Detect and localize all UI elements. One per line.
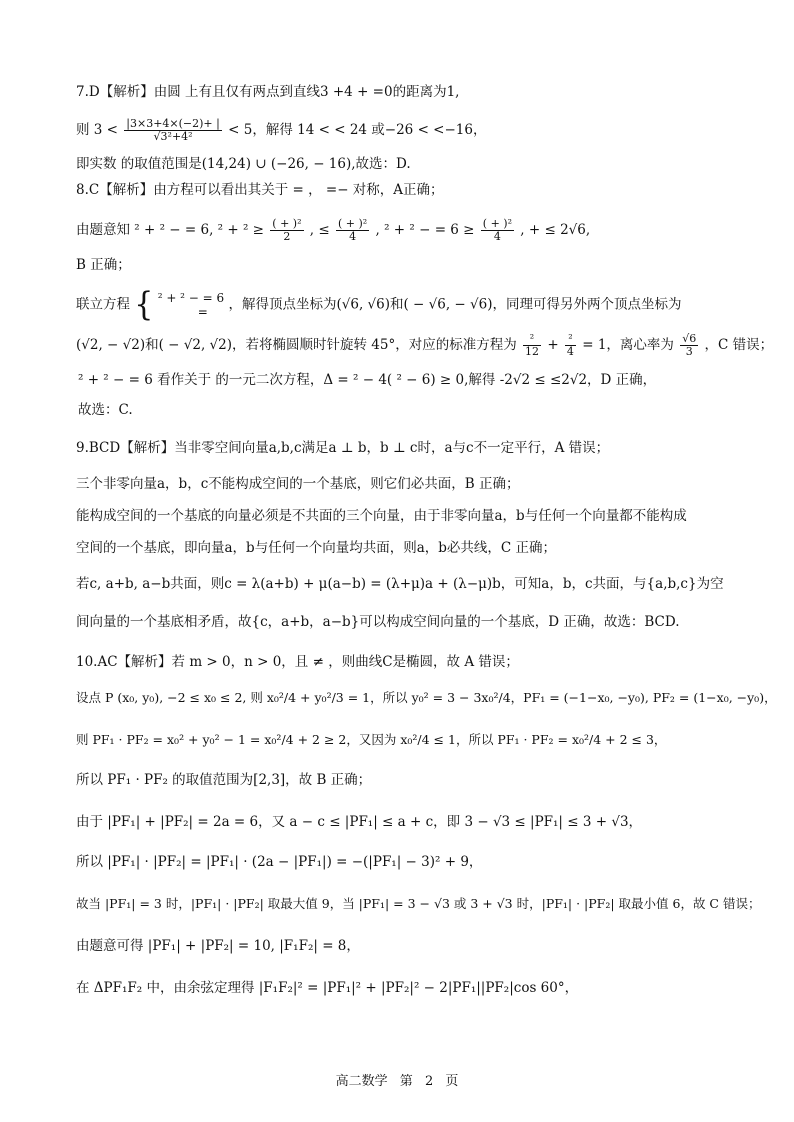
q8-line7: 故选：C. — [78, 402, 133, 418]
q8-sys-top: ² + ² − = 6 — [157, 291, 225, 305]
q8-frac3 — [481, 218, 514, 243]
q8-line5d: ，C 错误； — [704, 337, 774, 353]
q8-line2b: , ≤ — [309, 222, 330, 238]
q8-frac2-num: ( + )² — [338, 217, 368, 230]
q8-frac1-num: ( + )² — [272, 217, 302, 230]
q8-frac3-den: 4 — [493, 230, 501, 243]
q8-line5b: + — [547, 337, 559, 353]
footer-page-post: 页 — [445, 1074, 459, 1089]
q8-frac1-den: 2 — [283, 230, 291, 243]
q8-frac6-den: 3 — [685, 345, 693, 358]
q8-sys-bot: = — [197, 305, 208, 319]
q8-frac5-den: 4 — [566, 345, 574, 358]
q9-line5: 若c, a+b, a−b共面，则c = λ(a+b) + μ(a−b) = (λ+μ)a + (λ−μ)b，可知a，b，c共面，与{a,b,c}为空 — [76, 576, 724, 592]
q8-frac5-num: ² — [565, 333, 576, 346]
q8-line4-pre: 联立方程 — [76, 296, 130, 313]
q10-line1: 10.AC【解析】若 m > 0，n > 0，且 ≠ ，则曲线C是椭圆，故 A 错误； — [76, 654, 519, 670]
q8-line2 — [76, 218, 754, 243]
q8-frac2 — [336, 218, 369, 243]
q7-line2-post: < 5，解得 14 < < 24 或−26 < <−16， — [228, 122, 487, 138]
q8-frac4 — [523, 333, 541, 358]
q8-frac4-den: 12 — [525, 345, 540, 358]
q9-line4: 空间的一个基底，即向量a，b与任何一个向量均共面，则a，b必共线，C 正确； — [76, 540, 557, 556]
q9-line2: 三个非零向量a，b，c不能构成空间的一个基底，则它们必共面，B 正确； — [76, 476, 520, 492]
q10-line4: 所以 PF₁ · PF₂ 的取值范围为[2,3]，故 B 正确； — [76, 772, 372, 788]
q9-line1: 9.BCD【解析】当非零空间向量a,b,c满足a ⊥ b，b ⊥ c时，a与c不一定平行，A 错误； — [76, 440, 610, 456]
q8-line6: ² + ² − = 6 看作关于 的一元二次方程，Δ = ² − 4( ² − 6) ≥ 0,解得 -2√2 ≤ ≤2√2，D 正确， — [78, 372, 657, 388]
q8-frac1 — [270, 218, 303, 243]
q7-line2-pre: 则 3 < — [76, 122, 118, 138]
q8-frac6-num: √6 — [682, 332, 697, 345]
q10-line2: 设点 P (x₀, y₀), −2 ≤ x₀ ≤ 2, 则 x₀²/4 + y₀²/3 = 1，所以 y₀² = 3 − 3x₀²/4，PF₁ = (−1−x₀, −y₀), PF₂ = (1−x₀, −y₀)， — [76, 690, 777, 705]
q8-line3: B 正确； — [76, 257, 131, 273]
footer-page-pre: 第 — [399, 1074, 413, 1089]
q8-equation-system — [158, 291, 225, 319]
q8-line1: 8.C【解析】由方程可以看出其关于 = ， =− 对称，A正确； — [76, 182, 444, 198]
q9-line3: 能构成空间的一个基底的向量必须是不共面的三个向量，由于非零向量a，b与任何一个向量都不能构成 — [76, 508, 687, 524]
q8-line2c: , ² + ² − = 6 ≥ — [375, 222, 475, 238]
q10-line9: 在 ΔPF₁F₂ 中，由余弦定理得 |F₁F₂|² = |PF₁|² + |PF₂|² − 2|PF₁||PF₂|cos 60°， — [76, 980, 579, 996]
q8-line5 — [76, 332, 774, 358]
q7-frac-num: |3×3+4×(−2)+ | — [126, 117, 220, 130]
q7-frac-den: √3²+4² — [153, 130, 193, 143]
q7-line1: 7.D【解析】由圆 上有且仅有两点到直线3 +4 + =0的距离为1, — [76, 84, 460, 100]
q8-line4 — [76, 285, 754, 324]
q8-line2d: , + ≤ 2√6, — [520, 222, 591, 238]
q7-fraction — [124, 118, 222, 143]
q10-line7: 故当 |PF₁| = 3 时，|PF₁| · |PF₂| 取最大值 9，当 |PF₁| = 3 − √3 或 3 + √3 时，|PF₁| · |PF₂| 取最小值 6，故 C 错误； — [76, 896, 761, 911]
q8-frac3-num: ( + )² — [482, 217, 512, 230]
q8-line5c: = 1，离心率为 — [582, 337, 674, 353]
page-footer — [0, 1070, 794, 1089]
q8-frac4-num: ² — [523, 333, 541, 346]
q8-frac2-den: 4 — [349, 230, 357, 243]
q8-line5a: (√2, − √2)和( − √2, √2)，若将椭圆顺时针旋转 45°，对应的标准方程为 — [76, 337, 517, 353]
q10-line6: 所以 |PF₁| · |PF₂| = |PF₁| · (2a − |PF₁|) = −(|PF₁| − 3)² + 9， — [76, 854, 483, 870]
brace-icon: { — [134, 285, 154, 324]
q7-line3: 即实数 的取值范围是(14,24) ∪ (−26, − 16),故选：D. — [76, 156, 411, 172]
q8-frac5 — [565, 333, 576, 358]
footer-page-number: 2 — [424, 1074, 434, 1089]
q8-line4-post: ，解得顶点坐标为(√6, √6)和( − √6, − √6)，同理可得另外两个顶点坐标为 — [228, 296, 682, 313]
q9-line6: 间向量的一个基底相矛盾，故{c，a+b，a−b}可以构成空间向量的一个基底，D 正确，故选：BCD. — [76, 614, 680, 630]
q10-line3: 则 PF₁ · PF₂ = x₀² + y₀² − 1 = x₀²/4 + 2 ≥ 2，又因为 x₀²/4 ≤ 1，所以 PF₁ · PF₂ = x₀²/4 + 2 ≤ 3， — [76, 732, 667, 747]
footer-subject: 高二数学 — [335, 1074, 388, 1089]
q7-line2 — [76, 118, 754, 143]
q8-frac6 — [680, 333, 698, 358]
q10-line8: 由题意可得 |PF₁| + |PF₂| = 10, |F₁F₂| = 8， — [76, 938, 360, 954]
q8-line2a: 由题意知 ² + ² − = 6, ² + ² ≥ — [76, 222, 264, 238]
q10-line5: 由于 |PF₁| + |PF₂| = 2a = 6，又 a − c ≤ |PF₁| ≤ a + c，即 3 − √3 ≤ |PF₁| ≤ 3 + √3， — [76, 814, 643, 830]
